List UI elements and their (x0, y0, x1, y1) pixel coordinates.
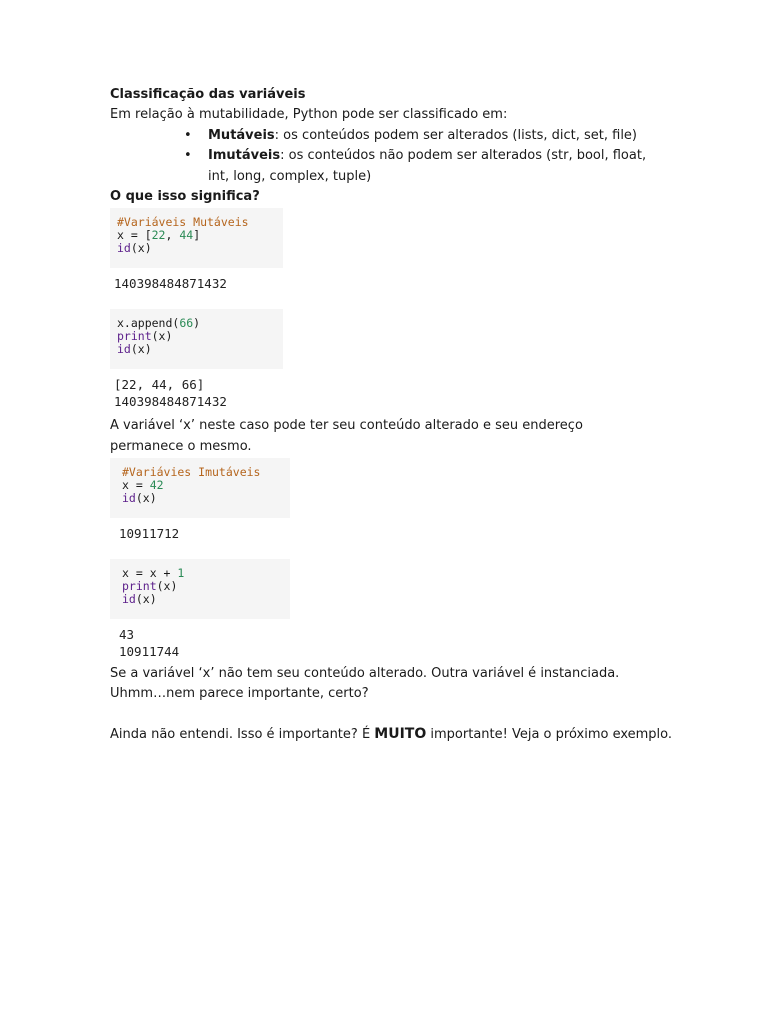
code-number: 66 (179, 316, 194, 330)
output-1: 140398484871432 (114, 276, 227, 291)
bullet-mutable: • (184, 128, 192, 143)
code-line (122, 593, 283, 606)
code-text: (x) (130, 241, 152, 255)
code-builtin: print (122, 579, 157, 593)
paragraph-mutable: A variável ‘x’ neste caso pode ter seu conteúdo alterado e seu endereço permanece o mesmo. (110, 418, 583, 454)
code-text: ) (193, 316, 201, 330)
code-cell-append (110, 309, 283, 369)
code-line (117, 343, 276, 356)
paragraph-immutable-2: Uhmm…nem parece importante, certo? (110, 686, 369, 701)
code-number: 44 (179, 228, 194, 242)
code-builtin: print (117, 329, 152, 343)
intro-text: Em relação à mutabilidade, Python pode ser classificado em: (110, 107, 508, 122)
code-text: (x) (156, 579, 178, 593)
final-text-b: importante! Veja o próximo exemplo. (426, 727, 673, 742)
bullet-immutable: • (184, 148, 192, 163)
code-line (117, 242, 276, 255)
output-4-id: 10911744 (119, 644, 180, 659)
code-number: 1 (177, 566, 185, 580)
code-text: (x) (135, 592, 157, 606)
code-text: ] (193, 228, 201, 242)
code-number: 22 (151, 228, 166, 242)
code-cell-increment (110, 559, 290, 619)
list-item-immutable (208, 146, 658, 187)
output-3: 10911712 (119, 526, 180, 541)
term-mutable: Mutáveis (208, 128, 275, 143)
code-line (122, 492, 283, 505)
code-builtin: id (122, 491, 136, 505)
code-text: x.append( (117, 316, 180, 330)
output-4-value: 43 (119, 627, 135, 642)
desc-mutable: : os conteúdos podem ser alterados (lists, dict, set, file) (274, 128, 638, 143)
output-2-id: 140398484871432 (114, 394, 227, 409)
code-cell-mutable (110, 208, 283, 268)
code-text: , (165, 228, 180, 242)
code-text: (x) (151, 329, 173, 343)
code-text: (x) (130, 342, 152, 356)
term-immutable: Imutáveis (208, 148, 281, 163)
section-heading: Classificação das variáveis (110, 87, 306, 102)
list-item-mutable (208, 126, 658, 147)
code-text: x = [ (117, 228, 152, 242)
code-builtin: id (122, 592, 136, 606)
final-emphasis: MUITO (374, 726, 427, 742)
paragraph-final (110, 724, 672, 745)
code-comment: #Variávies Imutáveis (122, 465, 261, 479)
desc-immutable: : os conteúdos não podem ser alterados (str, bool, float, int, long, complex, tuple) (208, 148, 647, 184)
code-number: 42 (149, 478, 164, 492)
code-cell-immutable (110, 458, 290, 518)
code-comment: #Variáveis Mutáveis (117, 215, 249, 229)
paragraph-immutable-1: Se a variável ‘x’ não tem seu conteúdo alterado. Outra variável é instanciada. (110, 666, 620, 681)
question-heading: O que isso significa? (110, 189, 260, 204)
code-text: x = x + (122, 566, 178, 580)
code-text: x = (122, 478, 150, 492)
code-builtin: id (117, 241, 131, 255)
code-text: (x) (135, 491, 157, 505)
final-text-a: Ainda não entendi. Isso é importante? É (110, 727, 375, 742)
code-builtin: id (117, 342, 131, 356)
output-2-list: [22, 44, 66] (114, 377, 205, 392)
